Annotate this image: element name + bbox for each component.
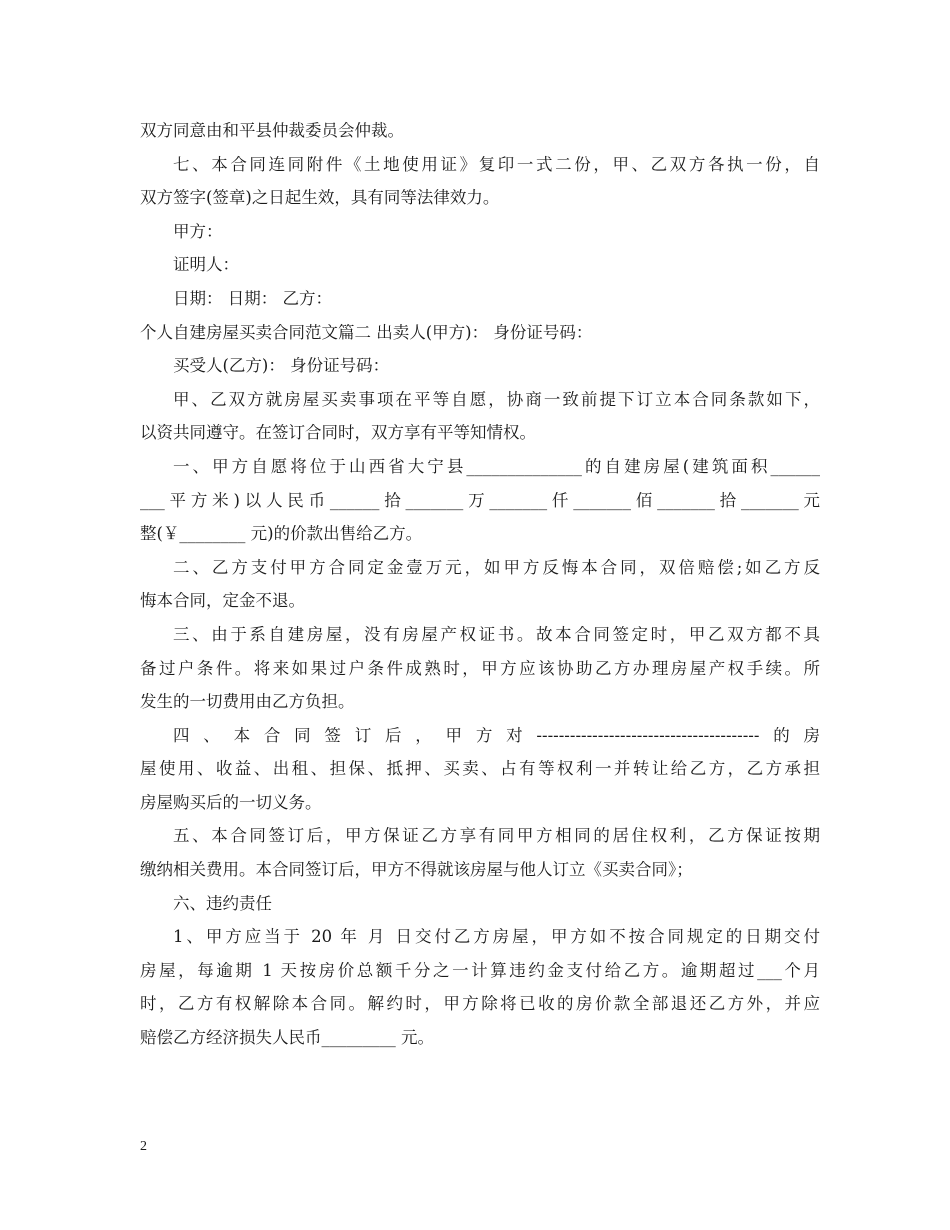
text-line: 五、本合同签订后，甲方保证乙方享有同甲方相同的居住权利，乙方保证按期 xyxy=(173,826,820,846)
text-line: 个人自建房屋买卖合同范文篇二 出卖人(甲方)： 身份证号码： xyxy=(140,322,593,342)
text-line: 双方同意由和平县仲裁委员会仲裁。 xyxy=(140,121,404,140)
text-line: 房屋，每逾期 1 天按房价总额千分之一计算违约金支付给乙方。逾期超过___个月 xyxy=(140,960,820,980)
contract-body xyxy=(140,114,820,1055)
text-line: 一、甲方自愿将位于山西省大宁县______________的自建房屋(建筑面积______ xyxy=(173,456,820,476)
text-line: 六、违约责任 xyxy=(173,893,272,913)
text-line: 七、本合同连同附件《土地使用证》复印一式二份，甲、乙双方各执一份，自 xyxy=(173,154,820,174)
text-line: ___平方米)以人民币______拾_______万_______仟_______佰_______拾_______元 xyxy=(140,490,820,510)
text-line: 时，乙方有权解除本合同。解约时，甲方除将已收的房价款全部退还乙方外，并应 xyxy=(140,994,820,1014)
text-line: 赔偿乙方经济损失人民币_________ 元。 xyxy=(140,1028,434,1048)
text-line: 房屋购买后的一切义务。 xyxy=(140,792,322,812)
text-line: 证明人： xyxy=(173,255,239,275)
text-line: 发生的一切费用由乙方负担。 xyxy=(140,692,355,712)
page-number: 2 xyxy=(140,1139,147,1154)
text-line: 以资共同遵守。在签订合同时，双方享有平等知情权。 xyxy=(140,423,536,443)
text-line: 1、甲方应当于 20 年 月 日交付乙方房屋，甲方如不按合同规定的日期交付 xyxy=(173,927,820,947)
text-line: 备过户条件。将来如果过户条件成熟时，甲方应该协助乙方办理房屋产权手续。所 xyxy=(140,658,820,678)
text-line: 双方签字(签章)之日起生效，具有同等法律效力。 xyxy=(140,188,500,208)
text-line: 缴纳相关费用。本合同签订后，甲方不得就该房屋与他人订立《买卖合同》； xyxy=(140,860,693,880)
text-line: 甲方： xyxy=(173,221,223,241)
text-line: 屋使用、收益、出租、担保、抵押、买卖、占有等权利一并转让给乙方，乙方承担 xyxy=(140,759,820,779)
text-line: 买受人(乙方)： 身份证号码： xyxy=(173,356,390,376)
text-line: 四、本合同签订后，甲方对----------------------------------------的房 xyxy=(173,725,820,745)
text-line: 整(￥________ 元)的价款出售给乙方。 xyxy=(140,524,423,544)
text-line: 悔本合同，定金不退。 xyxy=(140,591,305,611)
text-line: 甲、乙双方就房屋买卖事项在平等自愿，协商一致前提下订立本合同条款如下， xyxy=(173,389,820,409)
text-line: 三、由于系自建房屋，没有房屋产权证书。故本合同签定时，甲乙双方都不具 xyxy=(173,624,820,644)
text-line: 日期： 日期： 乙方： xyxy=(173,288,332,308)
text-line: 二、乙方支付甲方合同定金壹万元，如甲方反悔本合同，双倍赔偿;如乙方反 xyxy=(173,557,820,577)
